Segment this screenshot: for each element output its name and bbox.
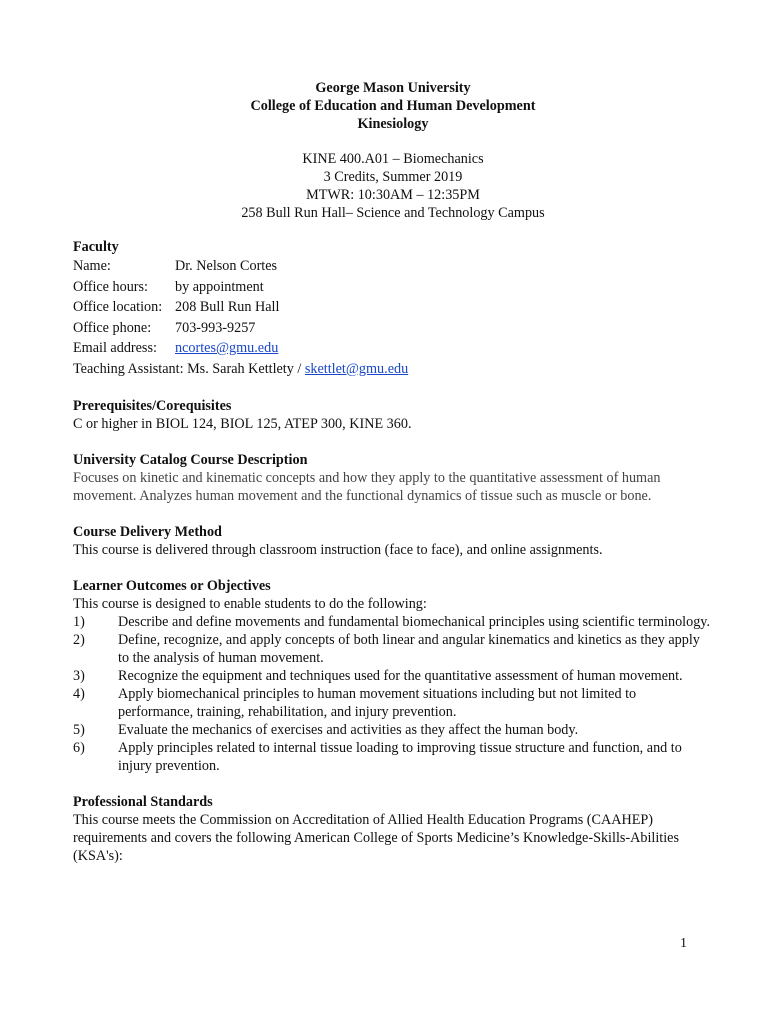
office-location-value: 208 Bull Run Hall bbox=[175, 299, 280, 315]
page-number: 1 bbox=[680, 936, 687, 951]
office-hours-row bbox=[73, 277, 713, 298]
faculty-name-row bbox=[73, 256, 713, 277]
office-phone-value: 703-993-9257 bbox=[175, 319, 256, 336]
teaching-assistant-row bbox=[73, 359, 713, 380]
outcome-number: 3) bbox=[73, 668, 85, 684]
office-hours-value: by appointment bbox=[175, 278, 264, 295]
list-item bbox=[73, 667, 713, 685]
list-item bbox=[73, 739, 713, 775]
learner-outcomes-intro: This course is designed to enable students to do the following: bbox=[73, 596, 427, 612]
list-item bbox=[73, 721, 713, 739]
email-row bbox=[73, 338, 713, 359]
catalog-description-section bbox=[73, 451, 713, 505]
faculty-name: Dr. Nelson Cortes bbox=[175, 258, 278, 274]
delivery-method-text: This course is delivered through classroom instruction (face to face), and online assignments. bbox=[73, 542, 603, 558]
outcome-number: 1) bbox=[73, 614, 85, 630]
learner-outcomes-heading: Learner Outcomes or Objectives bbox=[73, 578, 271, 594]
outcome-number: 6) bbox=[73, 740, 85, 756]
course-credits: 3 Credits, Summer 2019 bbox=[323, 169, 463, 185]
office-location-row bbox=[73, 297, 713, 318]
prerequisites-section bbox=[73, 397, 713, 433]
course-location: 258 Bull Run Hall– Science and Technology Campus bbox=[241, 205, 545, 221]
list-item bbox=[73, 613, 713, 631]
outcome-text: Apply principles related to internal tissue loading to improving tissue structure and function, and to injury prevention. bbox=[118, 740, 682, 774]
course-info bbox=[73, 150, 713, 222]
university-name: George Mason University bbox=[315, 80, 471, 96]
office-hours-label: Office hours: bbox=[73, 278, 148, 295]
outcome-number: 2) bbox=[73, 632, 85, 648]
faculty-heading: Faculty bbox=[73, 239, 119, 255]
outcome-number: 4) bbox=[73, 686, 85, 702]
course-schedule: MTWR: 10:30AM – 12:35PM bbox=[306, 187, 480, 203]
email-label: Email address: bbox=[73, 340, 157, 356]
teaching-assistant-label: Teaching Assistant: Ms. Sarah Kettlety / bbox=[73, 360, 305, 377]
office-phone-label: Office phone: bbox=[73, 319, 152, 336]
office-location-label: Office location: bbox=[73, 299, 163, 315]
learner-outcomes-section bbox=[73, 577, 713, 775]
delivery-method-section bbox=[73, 523, 713, 559]
document-header bbox=[73, 79, 713, 133]
prerequisites-text: C or higher in BIOL 124, BIOL 125, ATEP 300, KINE 360. bbox=[73, 416, 412, 432]
college-name: College of Education and Human Development bbox=[250, 98, 536, 114]
faculty-email-link[interactable]: ncortes@gmu.edu bbox=[175, 340, 279, 356]
faculty-section bbox=[73, 238, 713, 379]
delivery-method-heading: Course Delivery Method bbox=[73, 524, 222, 540]
office-phone-row bbox=[73, 318, 713, 339]
department-name: Kinesiology bbox=[357, 116, 429, 132]
outcome-text: Apply biomechanical principles to human movement situations including but not limited to performance, training, rehabilitation, and injury prevention. bbox=[118, 686, 637, 720]
outcome-text: Recognize the equipment and techniques used for the quantitative assessment of human movement. bbox=[118, 668, 683, 684]
outcome-text: Define, recognize, and apply concepts of both linear and angular kinematics and kinetics as they apply to the analysis of human movement. bbox=[118, 632, 700, 666]
course-title: KINE 400.A01 – Biomechanics bbox=[302, 151, 484, 167]
faculty-name-label: Name: bbox=[73, 258, 111, 274]
prerequisites-heading: Prerequisites/Corequisites bbox=[73, 398, 232, 414]
catalog-description-text: Focuses on kinetic and kinematic concepts and how they apply to the quantitative assessment of human movement. Analyzes human movement and the functional dynamics of tissue such as muscle or bone. bbox=[73, 470, 661, 504]
outcome-text: Describe and define movements and fundamental biomechanical principles using scientific terminology. bbox=[118, 614, 711, 630]
syllabus-page bbox=[73, 79, 713, 865]
catalog-description-heading: University Catalog Course Description bbox=[73, 452, 308, 468]
professional-standards-heading: Professional Standards bbox=[73, 794, 213, 810]
outcomes-list bbox=[73, 613, 713, 775]
outcome-text: Evaluate the mechanics of exercises and activities as they affect the human body. bbox=[118, 722, 579, 738]
list-item bbox=[73, 685, 713, 721]
teaching-assistant-email-link[interactable]: skettlet@gmu.edu bbox=[304, 360, 409, 377]
list-item bbox=[73, 631, 713, 667]
outcome-number: 5) bbox=[73, 722, 85, 738]
professional-standards-text: This course meets the Commission on Accreditation of Allied Health Education Programs (CAAHEP) requirements and covers the following American College of Sports Medicine’s Knowledge-Skills-Abilities (KSA's): bbox=[73, 812, 679, 864]
professional-standards-section bbox=[73, 793, 713, 865]
